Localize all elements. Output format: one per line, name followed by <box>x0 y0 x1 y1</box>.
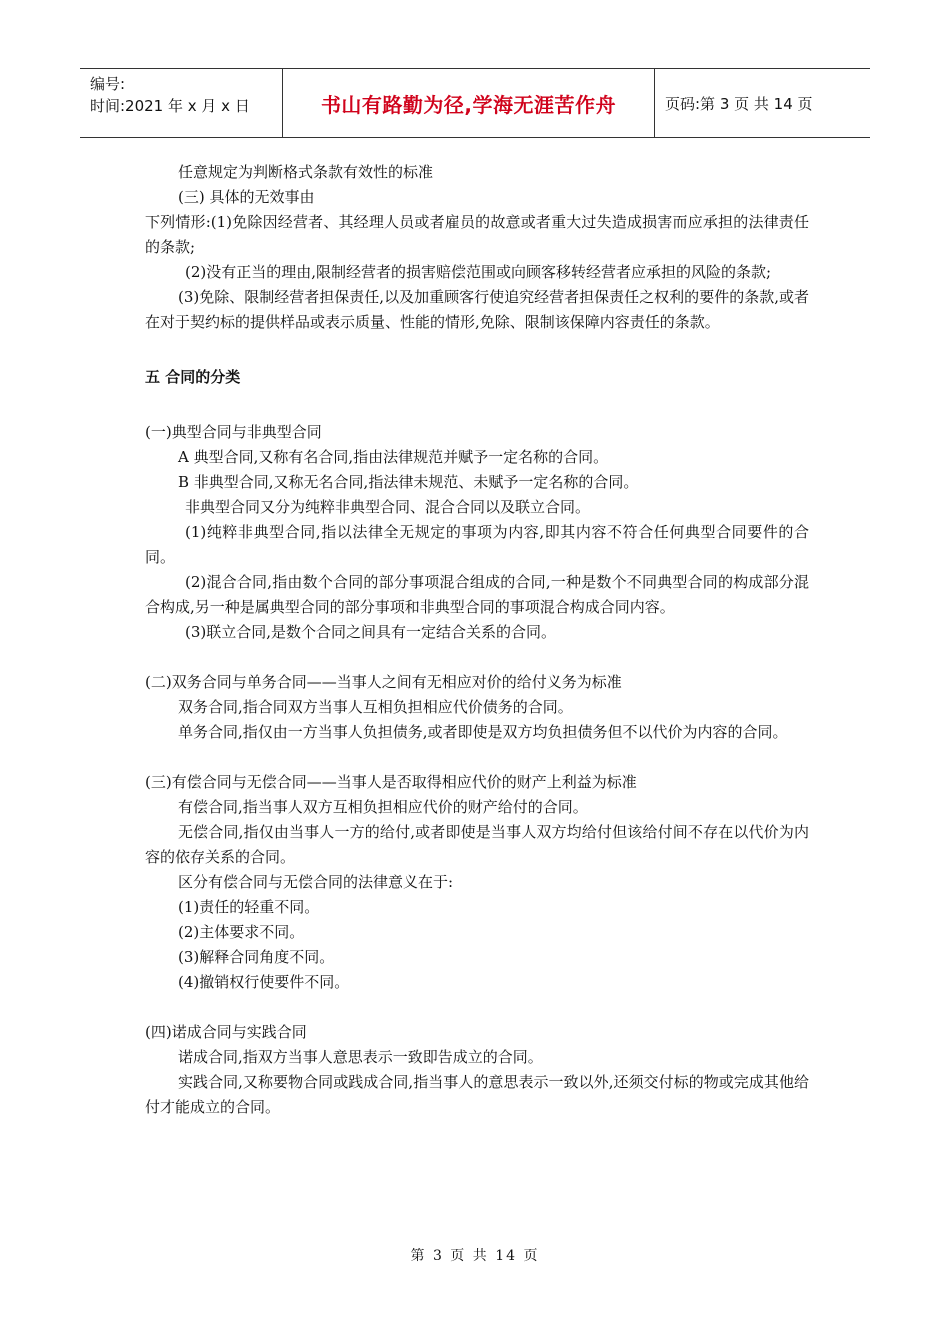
paragraph: 无偿合同,指仅由当事人一方的给付,或者即使是当事人双方均给付但该给付间不存在以代价为内容的依存关系的合同。 <box>145 823 809 866</box>
spacer <box>145 645 809 670</box>
paragraph: 单务合同,指仅由一方当事人负担债务,或者即使是双方均负担债务但不以代价为内容的合同。 <box>178 723 788 741</box>
document-number-label: 编号: <box>90 75 126 93</box>
header-meta <box>80 69 282 137</box>
subsection-title: (二)双务合同与单务合同——当事人之间有无相应对价的给付义务为标准 <box>145 673 622 691</box>
paragraph: 任意规定为判断格式条款有效性的标准 <box>178 163 434 181</box>
paragraph: (3)联立合同,是数个合同之间具有一定结合关系的合同。 <box>185 623 557 641</box>
paragraph: 下列情形:(1)免除因经营者、其经理人员或者雇员的故意或者重大过失造成损害而应承担的法律责任的条款; <box>145 213 809 256</box>
paragraph: (3)免除、限制经营者担保责任,以及加重顾客行使追究经营者担保责任之权利的要件的条款,或者在对于契约标的提供样品或表示质量、性能的情形,免除、限制该保障内容责任的条款。 <box>145 288 809 331</box>
list-item: (4)撤销权行使要件不同。 <box>178 973 350 991</box>
paragraph: B 非典型合同,又称无名合同,指法律未规范、未赋予一定名称的合同。 <box>178 473 639 491</box>
section-heading: 五 合同的分类 <box>145 368 241 386</box>
spacer <box>145 745 809 770</box>
list-item: (2)主体要求不同。 <box>178 923 305 941</box>
paragraph: 非典型合同又分为纯粹非典型合同、混合合同以及联立合同。 <box>185 498 591 516</box>
paragraph: 双务合同,指合同双方当事人互相负担相应代价债务的合同。 <box>178 698 573 716</box>
list-item: (1)责任的轻重不同。 <box>178 898 320 916</box>
paragraph: 区分有偿合同与无偿合同的法律意义在于: <box>178 873 454 891</box>
page-footer: 第 3 页 共 14 页 <box>410 1248 540 1264</box>
paragraph: A 典型合同,又称有名合同,指由法律规范并赋予一定名称的合同。 <box>178 448 609 466</box>
document-body <box>145 160 809 1120</box>
spacer <box>145 390 809 420</box>
page-header <box>80 68 870 138</box>
list-item: (3)解释合同角度不同。 <box>178 948 335 966</box>
subsection-title: (一)典型合同与非典型合同 <box>145 423 322 441</box>
paragraph: (2)混合合同,指由数个合同的部分事项混合组成的合同,一种是数个不同典型合同的构成部分混合构成,另一种是属典型合同的部分事项和非典型合同的事项混合构成合同内容。 <box>145 573 809 616</box>
header-page-number: 页码:第 3 页 共 14 页 <box>665 94 813 113</box>
paragraph: 诺成合同,指双方当事人意思表示一致即告成立的合同。 <box>178 1048 543 1066</box>
paragraph: 有偿合同,指当事人双方互相负担相应代价的财产给付的合同。 <box>178 798 588 816</box>
spacer <box>145 335 809 365</box>
paragraph: (1)纯粹非典型合同,指以法律全无规定的事项为内容,即其内容不符合任何典型合同要件的合同。 <box>145 523 809 566</box>
subheading: (三) 具体的无效事由 <box>178 188 315 206</box>
header-motto: 书山有路勤为径,学海无涯苦作舟 <box>282 69 655 137</box>
document-date-label: 时间:2021 年 x 月 x 日 <box>90 97 250 115</box>
paragraph: (2)没有正当的理由,限制经营者的损害赔偿范围或向顾客移转经营者应承担的风险的条款; <box>185 263 772 281</box>
spacer <box>145 995 809 1020</box>
subsection-title: (四)诺成合同与实践合同 <box>145 1023 307 1041</box>
subsection-title: (三)有偿合同与无偿合同——当事人是否取得相应代价的财产上利益为标准 <box>145 773 637 791</box>
paragraph: 实践合同,又称要物合同或践成合同,指当事人的意思表示一致以外,还须交付标的物或完成其他给付才能成立的合同。 <box>145 1073 809 1116</box>
